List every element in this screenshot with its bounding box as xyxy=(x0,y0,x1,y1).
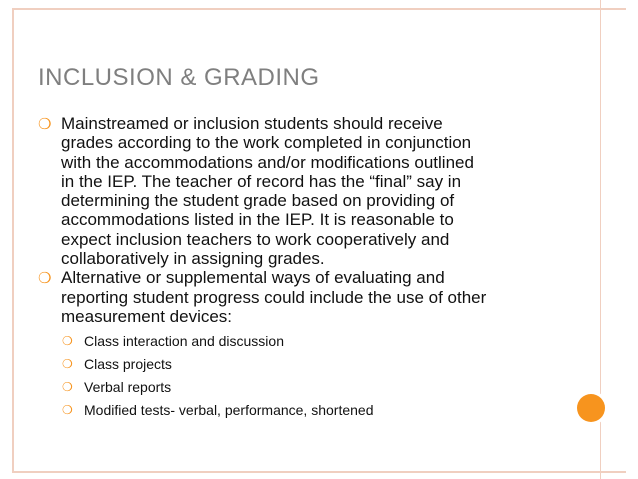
bullet-line: reporting student progress could include the use of other xyxy=(61,287,487,307)
bullet-line: determining the student grade based on providing of xyxy=(61,191,455,211)
frame-left-line xyxy=(12,8,14,473)
bullet-line: measurement devices: xyxy=(61,306,233,326)
bullet-line: in the IEP. The teacher of record has the “final” say in xyxy=(61,171,462,191)
sub-bullet-item xyxy=(38,330,558,353)
sub-bullet-text: Modified tests- verbal, performance, shortened xyxy=(84,402,374,419)
bullet-line: with the accommodations and/or modifications outlined xyxy=(61,152,474,172)
orange-circle-bullet-icon: ❍ xyxy=(38,116,52,133)
bullet-item xyxy=(38,114,558,268)
frame-top-line xyxy=(12,8,626,10)
orange-small-circle-bullet-icon: ❍ xyxy=(62,357,73,372)
sub-bullet-item xyxy=(38,353,558,376)
bullet-item xyxy=(38,268,558,326)
sub-bullet-text: Class projects xyxy=(84,356,172,373)
sub-bullet-text: Verbal reports xyxy=(84,379,172,396)
decorative-orange-circle-icon xyxy=(577,394,605,422)
orange-circle-bullet-icon: ❍ xyxy=(38,270,52,288)
sub-bullet-item xyxy=(38,376,558,399)
sub-bullet-list xyxy=(38,330,558,422)
bullet-line: collaboratively in assigning grades. xyxy=(61,249,325,269)
orange-small-circle-bullet-icon: ❍ xyxy=(62,334,73,349)
orange-small-circle-bullet-icon: ❍ xyxy=(62,380,73,395)
bullet-line: Mainstreamed or inclusion students should receive xyxy=(61,114,443,133)
orange-small-circle-bullet-icon: ❍ xyxy=(62,403,73,418)
slide-content xyxy=(38,114,558,422)
bullet-line: expect inclusion teachers to work cooperatively and xyxy=(61,229,450,249)
bullet-line: grades according to the work completed in conjunction xyxy=(61,133,472,153)
sub-bullet-text: Class interaction and discussion xyxy=(84,333,284,350)
bullet-line: accommodations listed in the IEP. It is reasonable to xyxy=(61,210,454,230)
frame-bottom-line xyxy=(12,471,626,473)
sub-bullet-item xyxy=(38,399,558,422)
bullet-line: Alternative or supplemental ways of evaluating and xyxy=(61,268,445,288)
slide-title: INCLUSION & GRADING xyxy=(38,64,320,91)
